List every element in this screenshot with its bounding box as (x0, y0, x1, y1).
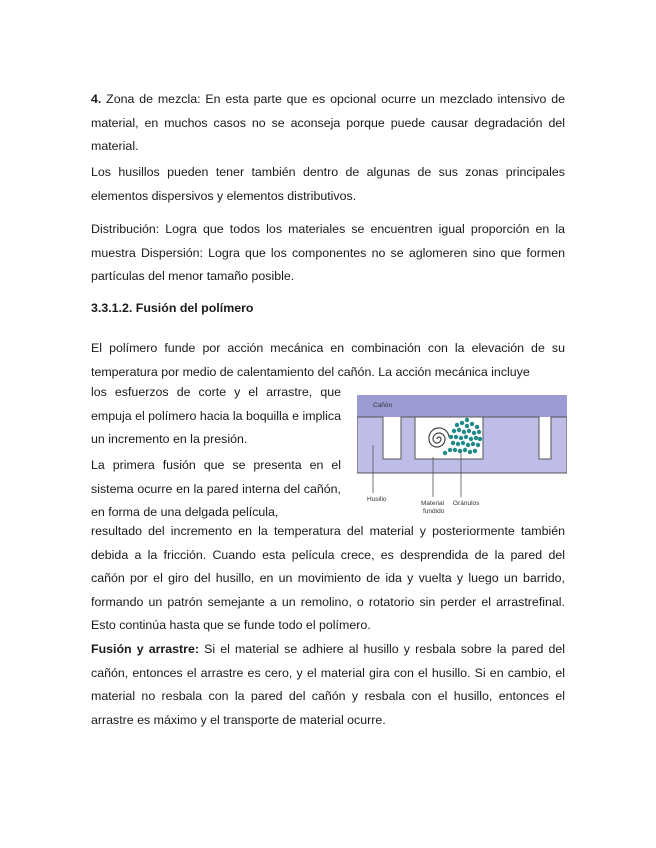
melting-diagram (357, 389, 567, 517)
zona-text: Zona de mezcla: En esta parte que es opcional ocurre un mezclado intensivo de material, en muchos casos no se aconseja porque puede causar degradación del material. (91, 92, 565, 153)
label-granulos: Gránulos (453, 500, 480, 507)
label-fundido: fundido (423, 508, 445, 515)
paragraph-husillos: Los husillos pueden tener también dentro de algunas de sus zonas principales elementos dispersivos y elementos distributivos. (91, 165, 565, 203)
label-canon: Cañón (373, 402, 393, 409)
fusion-arrastre-label: Fusión y arrastre: (91, 642, 199, 656)
paragraph-resultado: resultado del incremento en la temperatura del material y posteriormente también debida a la fricción. Cuando esta película crece, es desprendida de la pared del cañón por el giro del husillo, en un movimiento de ida y vuelta y luego un barrido, formando un patrón semejante a un remolino, o rotatorio sin perder el arrastrefinal. Esto continúa hasta que se funde todo el polímero. (91, 524, 565, 632)
paragraph-polimero-intro: El polímero funde por acción mecánica en combinación con la elevación de su temperatura por medio de calentamiento del cañón. La acción mecánica incluye (91, 341, 565, 379)
fusion-arrastre-text: Si el material se adhiere al husillo y resbala sobre la pared del cañón, entonces el arrastre es cero, y el material gira con el husillo. Si en cambio, el material no resbala con la pared del cañón y resbala con el husillo, entonces el arrastre es máximo y el transporte de material ocurre. (91, 642, 565, 727)
label-material: Material (421, 500, 445, 507)
paragraph-zona-mezcla (91, 88, 565, 159)
section-heading: 3.3.1.2. Fusión del polímero (91, 301, 254, 315)
melting-diagram-svg (357, 389, 567, 517)
paragraph-esfuerzos: los esfuerzos de corte y el arrastre, que empuja el polímero hacia la boquilla e implica un incremento en la presión. (91, 385, 342, 446)
zona-number: 4. (91, 92, 102, 106)
paragraph-primera-fusion: La primera fusión que se presenta en el sistema ocurre en la pared interna del cañón, en forma de una delgada película, (91, 458, 341, 519)
paragraph-distribucion: Distribución: Logra que todos los materiales se encuentren igual proporción en la muestra Dispersión: Logra que los componentes no se aglomeren sino que formen partículas del menor tamaño posible. (91, 222, 565, 283)
label-husillo: Husillo (367, 496, 387, 503)
paragraph-fusion-arrastre (91, 638, 565, 732)
